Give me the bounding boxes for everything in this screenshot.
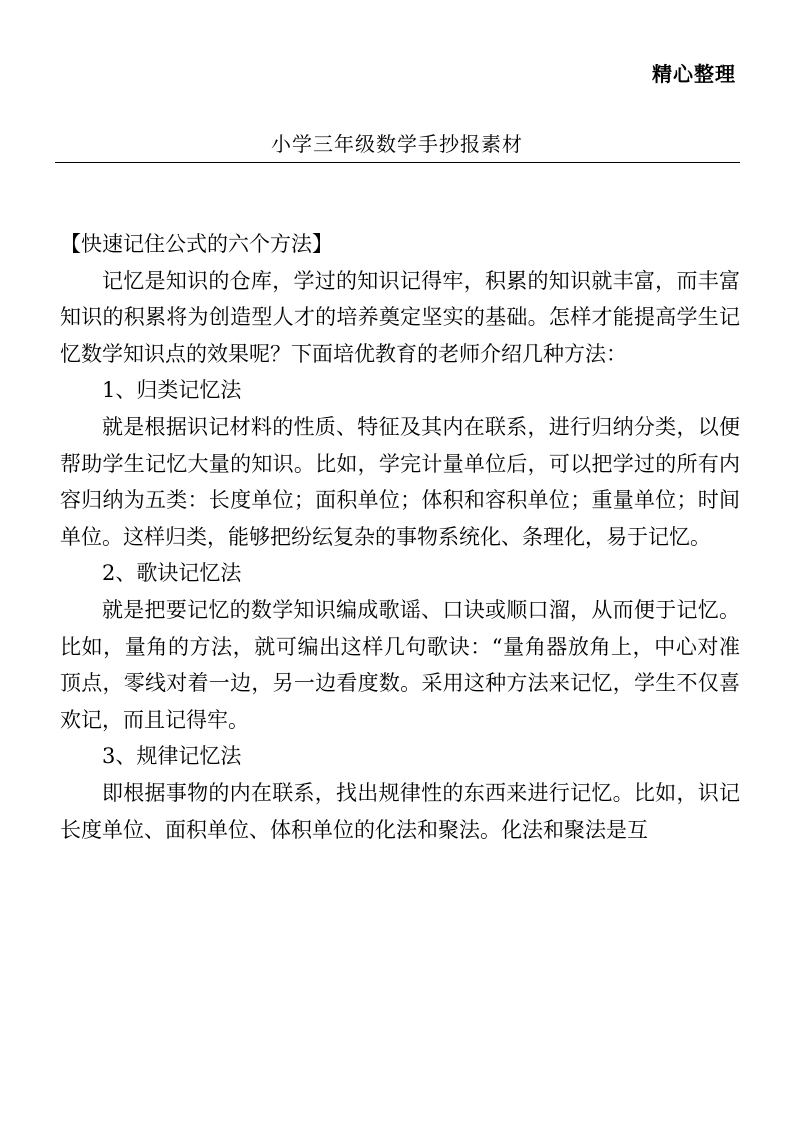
document-title: 小学三年级数学手抄报素材 xyxy=(271,132,523,156)
method-heading: 1、归类记忆法 xyxy=(102,378,242,403)
method-heading: 3、规律记忆法 xyxy=(102,744,242,769)
title-divider xyxy=(55,162,740,163)
method-body: 即根据事物的内在联系，找出规律性的东西来进行记忆。比如，识记长度单位、面积单位、体积单位的化法和聚法。化法和聚法是互 xyxy=(60,780,740,842)
header-label: 精心整理 xyxy=(652,62,736,86)
intro-paragraph: 记忆是知识的仓库，学过的知识记得牢，积累的知识就丰富，而丰富知识的积累将为创造型人才的培养奠定坚实的基础。怎样才能提高学生记忆数学知识点的效果呢？下面培优教育的老师介绍几种方法： xyxy=(60,268,740,366)
method-body: 就是根据识记材料的性质、特征及其内在联系，进行归纳分类，以便帮助学生记忆大量的知识。比如，学完计量单位后，可以把学过的所有内容归纳为五类：长度单位；面积单位；体积和容积单位；重量单位；时间单位。这样归类，能够把纷纭复杂的事物系统化、条理化，易于记忆。 xyxy=(60,414,740,549)
section-heading: 【快速记住公式的六个方法】 xyxy=(60,232,333,256)
method-heading: 2、歌诀记忆法 xyxy=(102,561,242,586)
method-body: 就是把要记忆的数学知识编成歌谣、口诀或顺口溜，从而便于记忆。比如，量角的方法，就可编出这样几句歌诀：“量角器放角上，中心对准顶点，零线对着一边，另一边看度数。采用这种方法来记忆，学生不仅喜欢记，而且记得牢。 xyxy=(60,597,740,732)
document-body xyxy=(60,226,740,848)
